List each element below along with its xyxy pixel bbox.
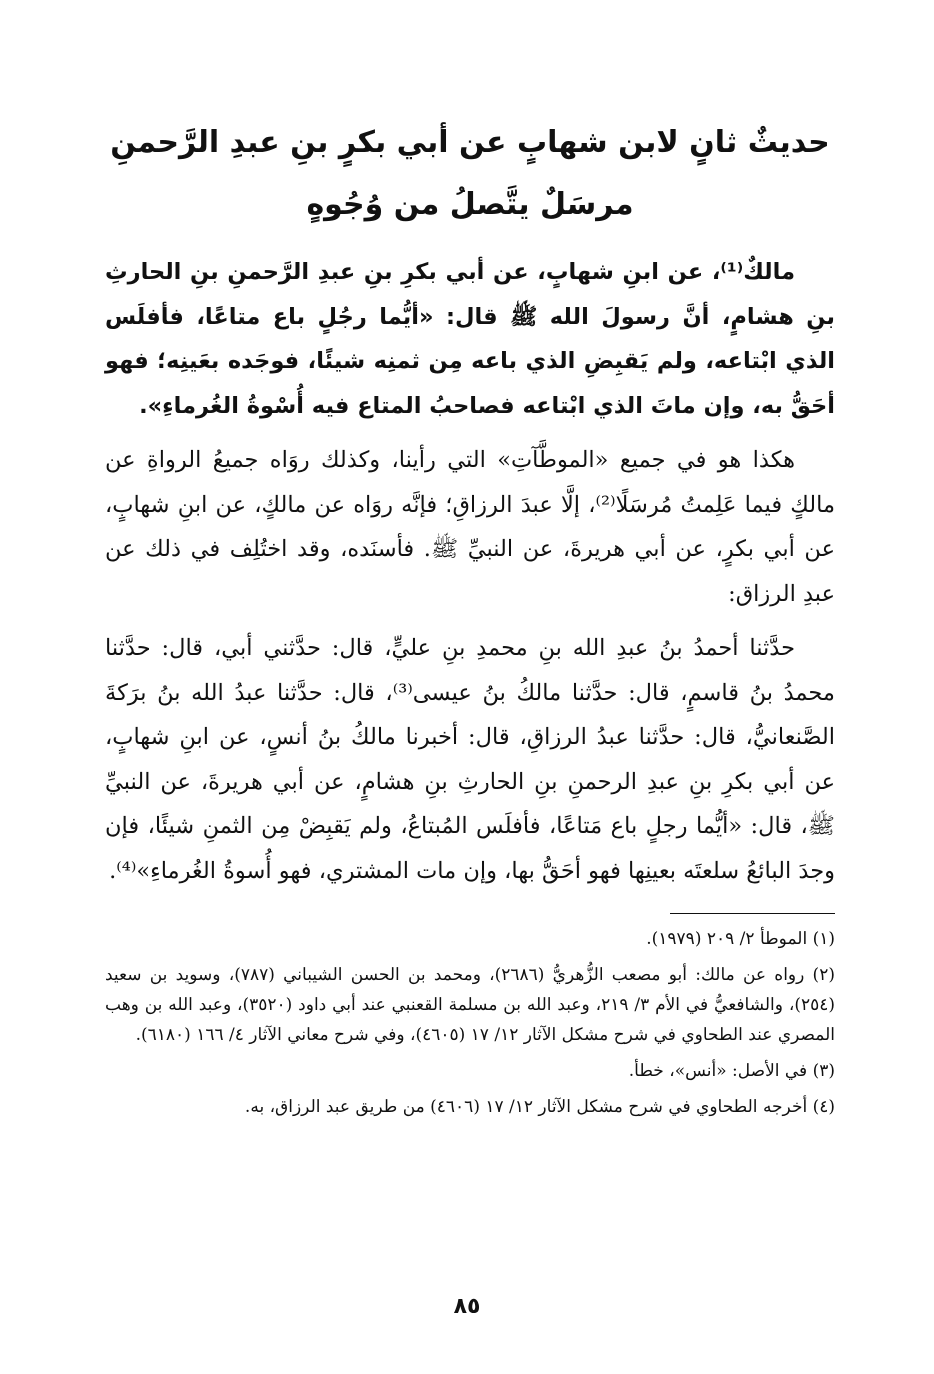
commentary-paragraph: هكذا هو في جميع «الموطَّآتِ» التي رأينا، وكذلك روَاه جميعُ الرواةِ عن مالكٍ فيما عَلِمتُ مُرسَلًا⁽²⁾، إلَّا عبدَ الرزاقِ؛ فإنَّه روَاه عن مالكٍ، عن ابنِ شهابٍ، عن أبي بكرٍ، عن أبي هريرةَ، عن النبيِّ ﷺ. فأسنَده، وقد اختُلِف في ذلك عن عبدِ الرزاق: (105, 447, 835, 607)
heading-line-1: حديثٌ ثانٍ لابن شهابٍ عن أبي بكرٍ بنِ عبدِ الرَّحمنِ (110, 125, 830, 160)
footnote-divider (670, 913, 835, 914)
chapter-heading (105, 112, 835, 236)
footnote-1: (١) الموطأ ٢/ ٢٠٩ (١٩٧٩). (646, 929, 835, 949)
book-page (105, 112, 835, 1128)
footnote-3: (٣) في الأصل: «أنس»، خطأ. (628, 1061, 835, 1081)
footnotes (105, 924, 835, 1122)
heading-line-2: مرسَلٌ يتَّصلُ من وُجُوهٍ (306, 187, 634, 222)
isnad-paragraph: حدَّثنا أحمدُ بنُ عبدِ الله بنِ محمدِ بنِ عليٍّ، قال: حدَّثني أبي، قال: حدَّثنا محمدُ بنُ قاسمٍ، قال: حدَّثنا مالكُ بنُ عيسى⁽³⁾، قال: حدَّثنا عبدُ الله بنُ برَكةَ الصَّنعانيُّ، قال: حدَّثنا عبدُ الرزاقِ، قال: أخبرنا مالكُ بنُ أنسٍ، عن ابنِ شهابٍ، عن أبي بكرِ بنِ عبدِ الرحمنِ بنِ الحارثِ بنِ هشامٍ، عن أبي هريرةَ، عن النبيِّ ﷺ، قال: «أيُّما رجلٍ باع مَتاعًا، فأفلَس المُبتاعُ، ولم يَقبِضْ مِن الثمنِ شيئًا، فإن وجدَ البائعُ سلعتَه بعينِها فهو أحَقُّ بها، وإن مات المشتري، فهو أُسوةُ الغُرماءِ»⁽⁴⁾. (105, 635, 835, 884)
hadith-text: مالكٌ⁽¹⁾، عن ابنِ شهابٍ، عن أبي بكرِ بنِ عبدِ الرَّحمنِ بنِ الحارثِ بنِ هشامٍ، أنَّ رسولَ الله ﷺ قال: «أيُّما رجُلٍ باع متاعًا، فأفلَس الذي ابْتاعه، ولم يَقبِضِ الذي باعه مِن ثمنِه شيئًا، فوجَده بعَينِه؛ فهو أحَقُّ به، وإن ماتَ الذي ابْتاعه فصاحبُ المتاع فيه أُسْوةُ الغُرماءِ». (105, 259, 835, 419)
footnote-2: (٢) رواه عن مالك: أبو مصعب الزُّهريُّ (٢٦٨٦)، ومحمد بن الحسن الشيباني (٧٨٧)، وسويد بن سعيد (٢٥٤)، والشافعيُّ في الأم ٣/ ٢١٩، وعبد الله بن مسلمة القعنبي عند أبي داود (٣٥٢٠)، وعبد الله بن وهب المصري عند الطحاوي في شرح مشكل الآثار ١٢/ ١٧ (٤٦٠٥)، وفي شرح معاني الآثار ٤/ ١٦٦ (٦١٨٠). (105, 965, 835, 1045)
footnote-4: (٤) أخرجه الطحاوي في شرح مشكل الآثار ١٢/ ١٧ (٤٦٠٦) من طريق عبد الرزاق، به. (244, 1097, 835, 1117)
page-number: ٨٥ (453, 1294, 481, 1319)
